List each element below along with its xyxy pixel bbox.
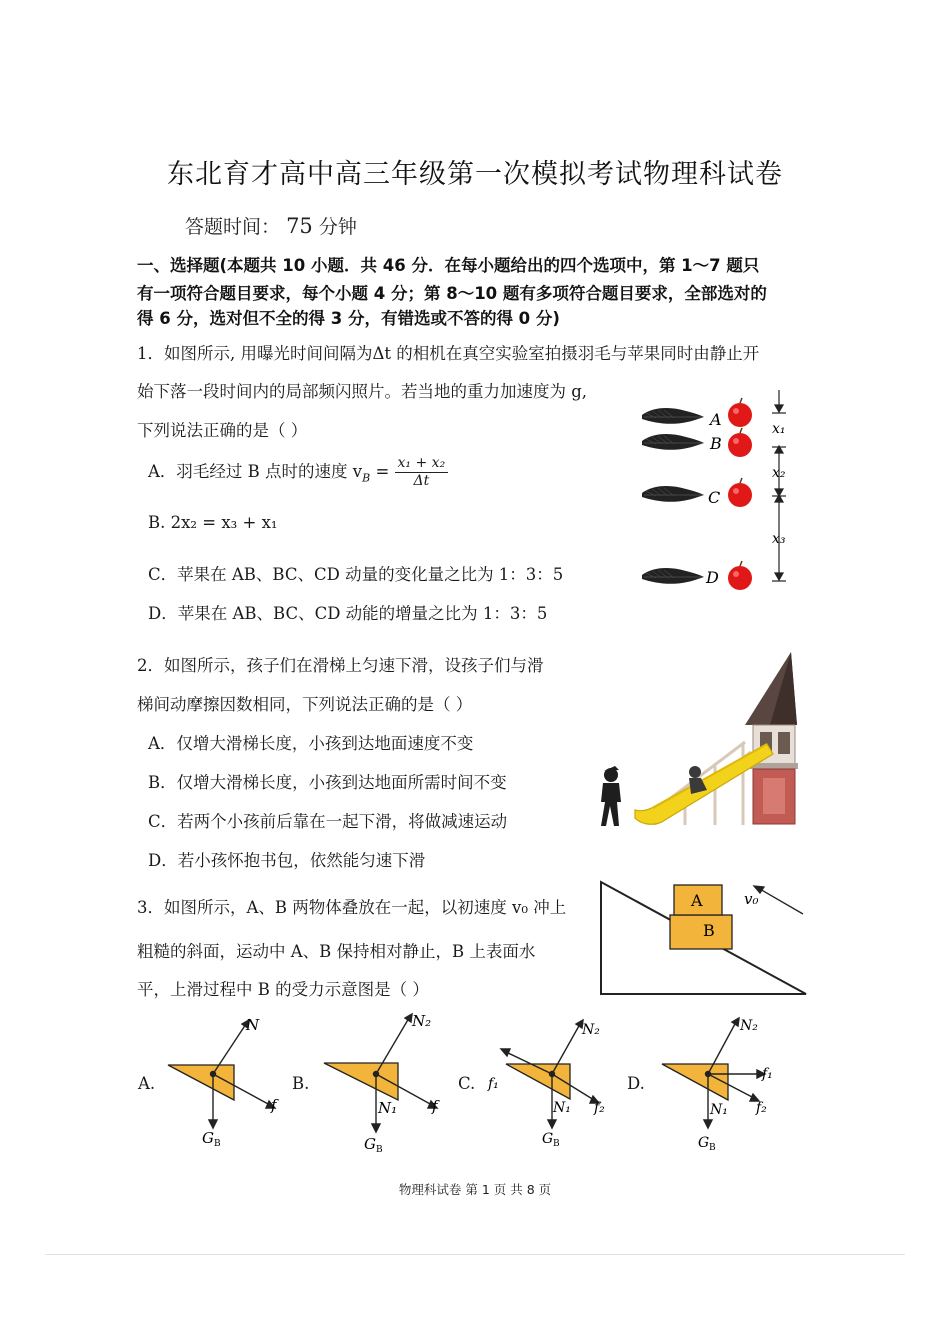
q2-option-c: C．若两个小孩前后靠在一起下滑，将做减速运动 (148, 812, 508, 831)
v0-label: v₀ (744, 890, 759, 908)
fraction-denominator: Δt (413, 473, 430, 489)
q2-option-d: D．若小孩怀抱书包，依然能匀速下滑 (148, 851, 426, 870)
q1-option-a-sub: B (362, 471, 371, 485)
force-f2: f₂ (594, 1100, 605, 1116)
velocity-arrow (754, 886, 803, 914)
q1-option-c: C．苹果在 AB、BC、CD 动量的变化量之比为 1：3：5 (148, 565, 564, 584)
q3-incline-figure (598, 878, 813, 998)
force-n1: N₁ (378, 1099, 398, 1117)
section-heading-line-2: 有一项符合题目要求，每个小题 4 分；第 8～10 题有多项符合题目要求，全部选对的 (137, 284, 767, 303)
duration-label: 答题时间： (185, 216, 281, 238)
point-c-label: C (708, 488, 721, 507)
q1-option-b: B. 2x₂ = x₃ + x₁ (148, 513, 278, 532)
page-bottom-rule (45, 1254, 905, 1255)
q1-option-a-text: A．羽毛经过 B 点时的速度 v (148, 462, 363, 481)
force-g-sub: B (553, 1139, 560, 1149)
x3-label: x₃ (772, 531, 786, 547)
point-b-label: B (710, 434, 722, 453)
q2-stem-line-1: 2．如图所示，孩子们在滑梯上匀速下滑，设孩子们与滑 (137, 656, 544, 675)
force-n1: N₁ (710, 1102, 728, 1118)
q3-stem-line-2: 粗糙的斜面，运动中 A、B 保持相对静止，B 上表面水 (137, 942, 536, 961)
q3-option-a-diagram (160, 1010, 290, 1155)
x1-label: x₁ (772, 421, 786, 437)
force-n2: N₂ (740, 1018, 758, 1034)
q3-option-d-letter: D. (627, 1074, 645, 1093)
row-b (642, 428, 752, 457)
duration-unit: 分钟 (318, 216, 357, 238)
page-footer: 物理科试卷 第 1 页 共 8 页 (398, 1182, 552, 1197)
q3-option-d-diagram (656, 1010, 786, 1160)
force-n1: N₁ (553, 1100, 571, 1116)
walking-child (601, 766, 621, 826)
force-g-sub: B (214, 1139, 221, 1149)
x2-label: x₂ (772, 465, 786, 481)
force-g: G (698, 1135, 710, 1151)
q2-slide-figure (595, 650, 800, 830)
force-f: f (271, 1096, 277, 1114)
force-g: G (542, 1131, 554, 1147)
q1-option-a (148, 455, 448, 490)
section-heading-line-3: 得 6 分，选对但不全的得 3 分，有错选或不答的得 0 分) (137, 309, 560, 328)
force-f1: f₁ (488, 1076, 499, 1092)
q1-stem-line-1: 1．如图所示, 用曝光时间间隔为Δt 的相机在真空实验室拍摄羽毛与苹果同时由静止开 (137, 344, 760, 363)
dimension-arrows (772, 390, 786, 581)
fraction-numerator: x₁ + x₂ (395, 455, 449, 473)
block-a-label: A (691, 891, 703, 910)
force-g-sub: B (709, 1143, 716, 1153)
duration-value: 75 (286, 214, 313, 238)
row-c (642, 478, 752, 507)
point-d-label: D (706, 568, 719, 587)
q2-option-b: B．仅增大滑梯长度，小孩到达地面所需时间不变 (148, 773, 507, 792)
force-n: N (246, 1016, 260, 1034)
exam-title: 东北育才高中高三年级第一次模拟考试物理科试卷 (167, 159, 783, 190)
q3-stem-line-1: 3．如图所示，A、B 两物体叠放在一起，以初速度 v₀ 冲上 (137, 898, 567, 917)
section-heading-line-1: 一、选择题(本题共 10 小题．共 46 分．在每小题给出的四个选项中，第 1～7 题只 (137, 256, 760, 275)
force-f2: f₂ (756, 1100, 767, 1116)
q3-option-b-letter: B. (292, 1074, 310, 1093)
q3-option-a-letter: A. (138, 1074, 156, 1093)
row-a (642, 398, 752, 427)
q2-option-a: A．仅增大滑梯长度，小孩到达地面速度不变 (148, 734, 474, 753)
block-b-label: B (703, 921, 715, 940)
q3-option-c-diagram (484, 1012, 614, 1157)
q1-option-a-eq: = (370, 462, 395, 481)
q3-stem-line-3: 平，上滑过程中 B 的受力示意图是（ ） (137, 980, 429, 999)
point-a-label: A (710, 410, 722, 429)
q1-option-a-fraction (395, 455, 449, 490)
q3-option-b-diagram (318, 1008, 453, 1158)
force-f1: f₁ (762, 1066, 773, 1082)
force-n2: N₂ (582, 1022, 600, 1038)
q3-option-c-letter: C. (458, 1074, 476, 1093)
block-b (670, 915, 732, 949)
force-f: f (432, 1097, 438, 1115)
q1-strobe-figure (636, 385, 806, 595)
q1-option-d: D．苹果在 AB、BC、CD 动能的增量之比为 1：3：5 (148, 604, 548, 623)
force-n2: N₂ (412, 1012, 432, 1030)
q1-stem-line-2: 始下落一段时间内的局部频闪照片。若当地的重力加速度为 g, (137, 382, 588, 401)
q2-stem-line-2: 梯间动摩擦因数相同，下列说法正确的是（ ） (137, 695, 473, 714)
exam-duration (185, 212, 357, 239)
row-d (642, 561, 752, 590)
q1-stem-line-3: 下列说法正确的是（ ） (137, 421, 308, 440)
force-g: G (364, 1135, 376, 1153)
force-g: G (202, 1129, 214, 1147)
force-g-sub: B (376, 1145, 383, 1155)
